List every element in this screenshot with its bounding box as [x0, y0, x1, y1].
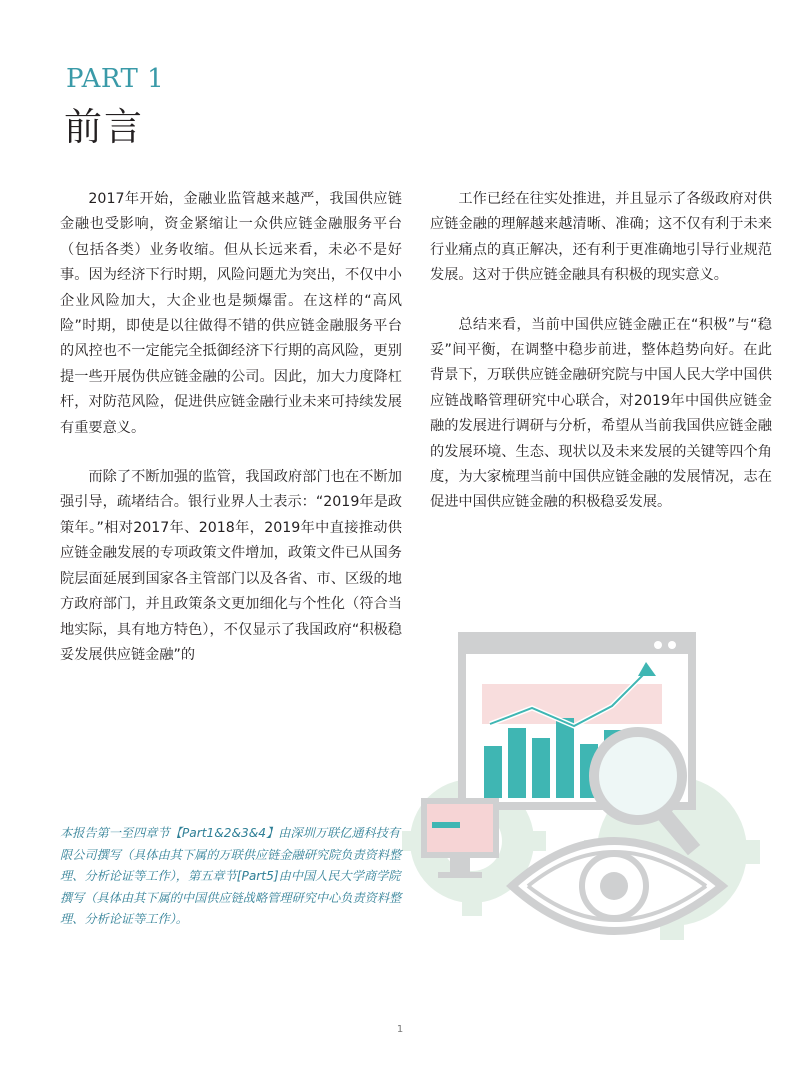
part-label: PART 1 [66, 64, 165, 94]
paragraph-2-continued: 工作已经在往实处推进，并且显示了各级政府对供应链金融的理解越来越清晰、准确；这不仅有利于未来行业痛点的真正解决，还有利于更准确地引导行业规范发展。这对于供应链金融具有积极的现实意义。 [430, 191, 772, 284]
page-number: 1 [396, 1024, 404, 1035]
left-column [60, 187, 402, 692]
paragraph-2: 而除了不断加强的监管，我国政府部门也在不断加强引导，疏堵结合。银行业界人士表示：“2019年是政策年。”相对2017年、2018年，2019年中直接推动供应链金融发展的专项政策文件增加，政策文件已从国务院层面延展到国家各主管部门以及各省、市、区级的地方政府部门，并且政策条文更加细化与个性化（符合当地实际，具有地方特色），不仅显示了我国政府“积极稳妥发展供应链金融”的 [60, 469, 402, 663]
authorship-note: 本报告第一至四章节【Part1&2&3&4】由深圳万联亿通科技有限公司撰写（具体由其下属的万联供应链金融研究院负责资料整理、分析论证等工作），第五章节[Part5]由中国人民大学商学院撰写（具体由其下属的中国供应链战略管理研究中心负责资料整理、分析论证等工作）。 [60, 826, 402, 926]
analytics-illustration [402, 626, 762, 976]
section-title: 前言 [64, 105, 145, 149]
right-column [430, 187, 772, 540]
paragraph-1: 2017年开始，金融业监管越来越严，我国供应链金融也受影响，资金紧缩让一众供应链金融服务平台（包括各类）业务收缩。但从长远来看，未必不是好事。因为经济下行时期，风险问题尤为突出，不仅中小企业风险加大，大企业也是频爆雷。在这样的“高风险”时期，即使是以往做得不错的供应链金融服务平台的风控也不一定能完全抵御经济下行期的高风险，更别提一些开展伪供应链金融的公司。因此，加大力度降杠杆，对防范风险，促进供应链金融行业未来可持续发展有重要意义。 [60, 191, 402, 436]
paragraph-3: 总结来看，当前中国供应链金融正在“积极”与“稳妥”间平衡，在调整中稳步前进，整体趋势向好。在此背景下，万联供应链金融研究院与中国人民大学中国供应链战略管理研究中心联合，对2019年中国供应链金融的发展进行调研与分析，希望从当前我国供应链金融的发展环境、生态、现状以及未来发展的关键等四个角度，为大家梳理当前中国供应链金融的发展情况，志在促进中国供应链金融的积极稳妥发展。 [430, 316, 772, 511]
